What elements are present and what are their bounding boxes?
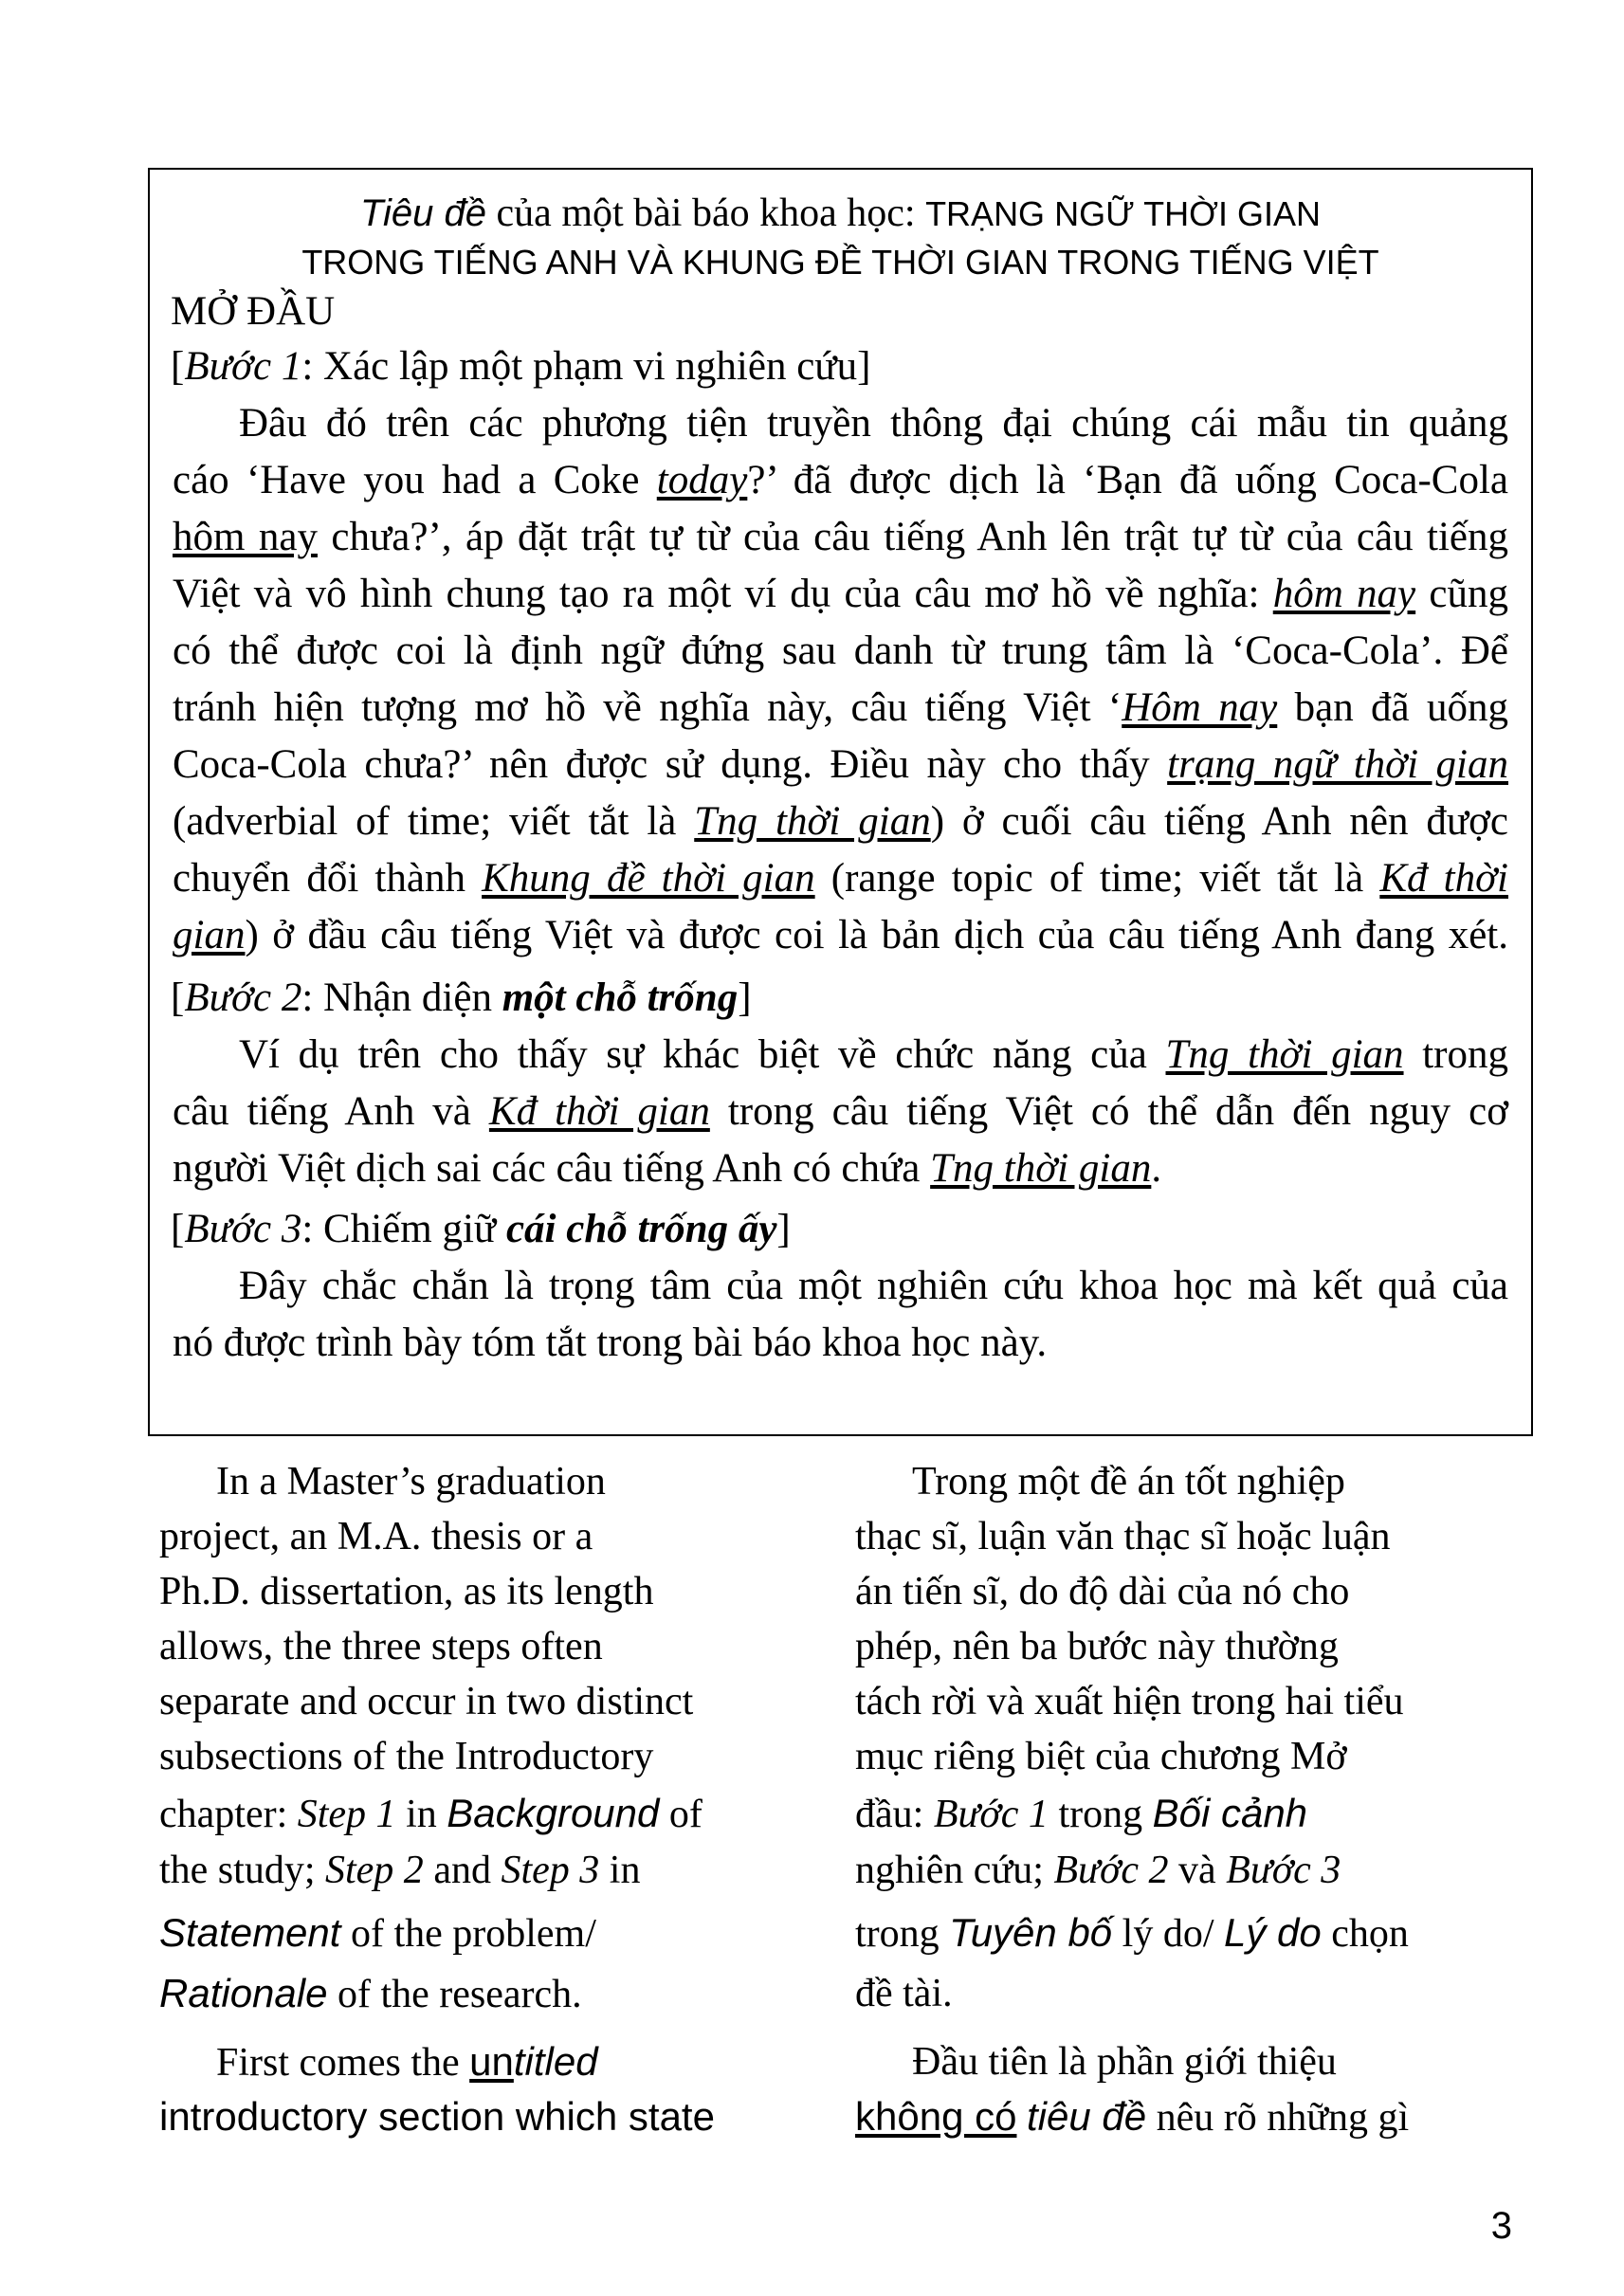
- step-1-heading: [Bước 1: Xác lập một phạm vi nghiên cứu]: [171, 344, 871, 389]
- english-line: subsections of the Introductory: [159, 1735, 654, 1778]
- paragraph-1-line: gian) ở đầu câu tiếng Việt và được coi là bản dịch của câu tiếng Anh đang xét.: [173, 913, 1508, 957]
- paragraph-3-line: nó được trình bày tóm tắt trong bài báo khoa học này.: [173, 1321, 1048, 1365]
- vietnamese-line: phép, nên ba bước này thường: [855, 1625, 1339, 1668]
- paragraph-3-line: Đây chắc chắn là trọng tâm của một nghiên cứu khoa học mà kết quả của: [239, 1264, 1508, 1308]
- english-line: In a Master’s graduation: [216, 1460, 606, 1503]
- paragraph-1-line: có thể được coi là định ngữ đứng sau danh từ trung tâm là ‘Coca-Cola’. Để: [173, 629, 1508, 673]
- box-title-line-1: Tiêu đề của một bài báo khoa học: TRẠNG NGỮ THỜI GIAN: [359, 191, 1322, 235]
- english-line: chapter: Step 1 in Background of: [159, 1791, 703, 1836]
- vietnamese-line: thạc sĩ, luận văn thạc sĩ hoặc luận: [855, 1515, 1391, 1558]
- vietnamese-line: không có tiêu đề nêu rõ những gì: [855, 2094, 1410, 2140]
- vietnamese-line: đầu: Bước 1 trong Bối cảnh: [855, 1791, 1308, 1836]
- paragraph-1-line: Đâu đó trên các phương tiện truyền thông đại chúng cái mẫu tin quảng: [239, 401, 1508, 446]
- paragraph-1-line: (adverbial of time; viết tắt là Tng thời gian) ở cuối câu tiếng Anh nên được: [173, 799, 1508, 844]
- english-line: Statement of the problem/: [159, 1910, 596, 1956]
- paragraph-1-line: Việt và vô hình chung tạo ra một ví dụ của câu mơ hồ về nghĩa: hôm nay cũng: [173, 572, 1509, 616]
- step-3-heading: [Bước 3: Chiếm giữ cái chỗ trống ấy]: [171, 1207, 791, 1251]
- english-line: the study; Step 2 and Step 3 in: [159, 1849, 641, 1892]
- example-box: [148, 168, 1533, 1436]
- vietnamese-line: Trong một đề án tốt nghiệp: [912, 1460, 1345, 1503]
- english-line: separate and occur in two distinct: [159, 1680, 694, 1723]
- paragraph-2-line: Ví dụ trên cho thấy sự khác biệt về chức năng của Tng thời gian trong: [239, 1032, 1508, 1077]
- english-line: project, an M.A. thesis or a: [159, 1515, 593, 1558]
- vietnamese-line: nghiên cứu; Bước 2 và Bước 3: [855, 1849, 1341, 1892]
- vietnamese-line: án tiến sĩ, do độ dài của nó cho: [855, 1570, 1350, 1613]
- paragraph-2-line: người Việt dịch sai các câu tiếng Anh có chứa Tng thời gian.: [173, 1146, 1162, 1191]
- section-heading: MỞ ĐẦU: [171, 289, 336, 334]
- vietnamese-line: đề tài.: [855, 1972, 953, 2015]
- english-line: allows, the three steps often: [159, 1625, 603, 1668]
- vietnamese-line: tách rời và xuất hiện trong hai tiểu: [855, 1680, 1404, 1723]
- english-line: Ph.D. dissertation, as its length: [159, 1570, 654, 1613]
- box-title-line-2: TRONG TIẾNG ANH VÀ KHUNG ĐỀ THỜI GIAN TRONG TIẾNG VIỆT: [301, 243, 1379, 282]
- english-line: introductory section which state: [159, 2094, 715, 2139]
- english-line: First comes the untitled: [216, 2039, 598, 2085]
- paragraph-1-line: chuyển đổi thành Khung đề thời gian (range topic of time; viết tắt là Kđ thời: [173, 856, 1508, 901]
- english-line: Rationale of the research.: [159, 1971, 582, 2016]
- step-2-heading: [Bước 2: Nhận diện một chỗ trống]: [171, 975, 752, 1020]
- paragraph-1-line: tránh hiện tượng mơ hồ về nghĩa này, câu tiếng Việt ‘Hôm nay bạn đã uống: [173, 685, 1508, 730]
- paragraph-2-line: câu tiếng Anh và Kđ thời gian trong câu tiếng Việt có thể dẫn đến nguy cơ: [173, 1089, 1508, 1134]
- vietnamese-line: Đầu tiên là phần giới thiệu: [912, 2040, 1337, 2084]
- page-number: 3: [1490, 2205, 1512, 2247]
- vietnamese-line: mục riêng biệt của chương Mở: [855, 1735, 1347, 1778]
- paragraph-1-line: cáo ‘Have you had a Coke today?’ đã được dịch là ‘Bạn đã uống Coca-Cola: [173, 458, 1508, 502]
- vietnamese-line: trong Tuyên bố lý do/ Lý do chọn: [855, 1910, 1409, 1956]
- paragraph-1-line: Coca-Cola chưa?’ nên được sử dụng. Điều này cho thấy trạng ngữ thời gian: [173, 742, 1508, 787]
- paragraph-1-line: hôm nay chưa?’, áp đặt trật tự từ của câu tiếng Anh lên trật tự từ của câu tiếng: [173, 515, 1508, 559]
